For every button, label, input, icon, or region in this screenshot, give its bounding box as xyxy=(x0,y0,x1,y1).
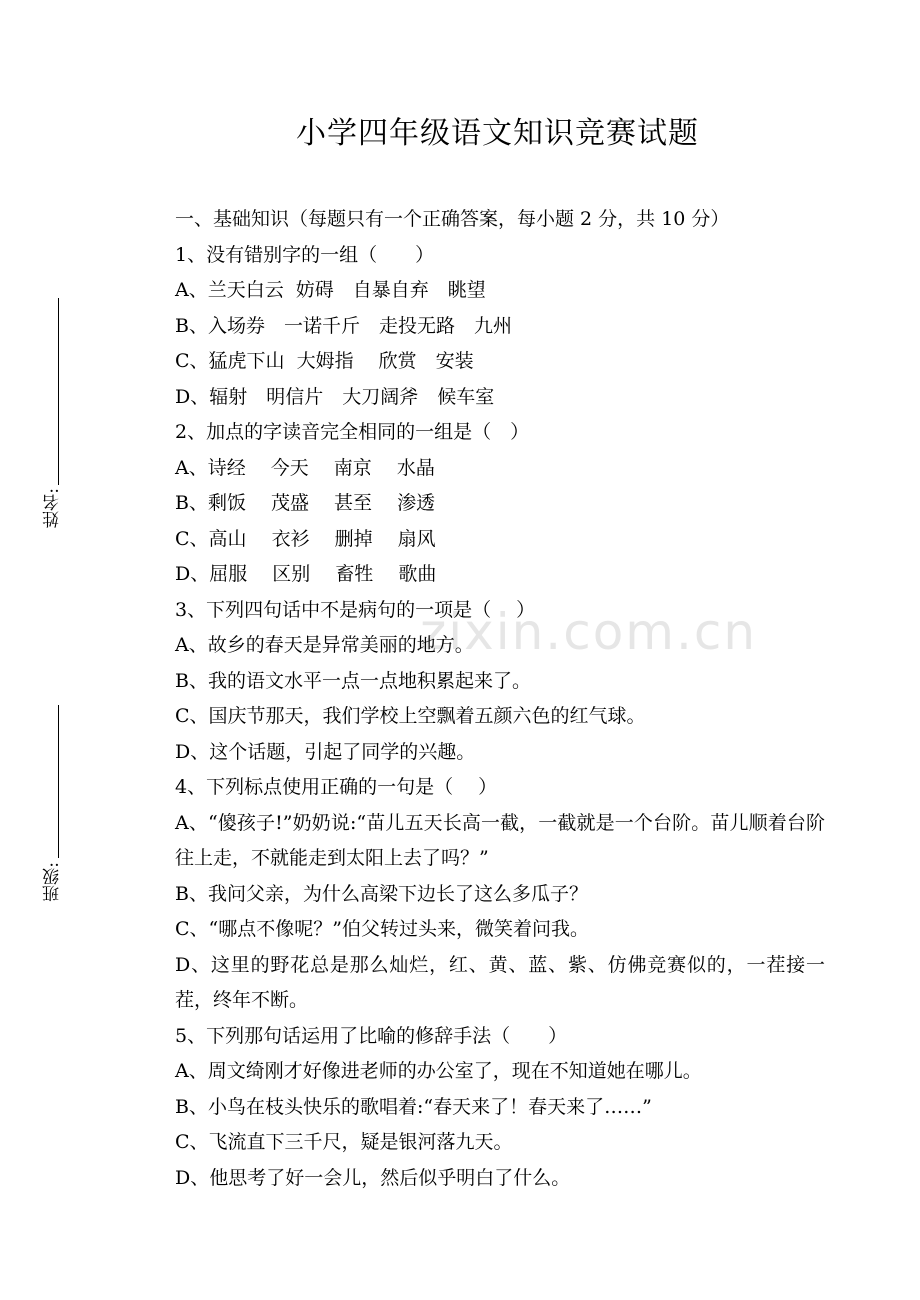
page-title: 小学四年级语文知识竞赛试题 xyxy=(296,116,699,151)
question-3-option-c: C、国庆节那天，我们学校上空飘着五颜六色的红气球。 xyxy=(175,705,646,727)
section-heading: 一、基础知识（每题只有一个正确答案，每小题 2 分，共 10 分） xyxy=(175,208,730,230)
question-5-option-a: A、周文绮刚才好像进老师的办公室了，现在不知道她在哪儿。 xyxy=(175,1060,702,1082)
question-3-option-b: B、我的语文水平一点一点地积累起来了。 xyxy=(175,669,531,692)
question-3-option-d: D、这个话题，引起了同学的兴趣。 xyxy=(175,740,476,763)
question-2-option-a: A、诗经 今天 南京 水晶 xyxy=(175,456,435,479)
question-1-option-c: C、猛虎下山 大姆指 欣赏 安装 xyxy=(175,350,474,372)
question-2-option-b: B、剩饭 茂盛 甚至 渗透 xyxy=(175,492,436,514)
question-3-stem: 3、下列四句话中不是病句的一项是（ ） xyxy=(175,598,536,621)
question-1-stem: 1、没有错别字的一组（ ） xyxy=(175,243,435,266)
question-2-option-d: D、屈服 区别 畜牲 歌曲 xyxy=(175,563,437,585)
question-1-option-a: A、兰天白云 妨碍 自暴自弃 眺望 xyxy=(175,279,486,301)
question-5-option-c: C、飞流直下三千尺，疑是银河落九天。 xyxy=(175,1131,513,1153)
question-4-option-a: A、“傻孩子!”奶奶说:“苗儿五天长高一截，一截就是一个台阶。苗儿顺着台阶往上走，不就能走到太阳上去了吗？” xyxy=(175,811,825,869)
question-4-option-c: C、“哪点不像呢？”伯父转过头来，微笑着问我。 xyxy=(175,918,589,940)
class-label: 班级: xyxy=(43,862,63,902)
name-blank-line xyxy=(58,298,59,485)
question-5-option-b: B、小鸟在枝头快乐的歌唱着:“春天来了！春天来了……” xyxy=(175,1095,652,1118)
question-2-option-c: C、高山 衣衫 删掉 扇风 xyxy=(175,527,436,550)
question-4-stem: 4、下列标点使用正确的一句是（ ） xyxy=(175,776,498,798)
name-label: 姓名: xyxy=(43,488,63,528)
question-3-option-a: A、故乡的春天是异常美丽的地方。 xyxy=(175,634,474,656)
class-blank-line xyxy=(58,705,59,858)
question-1-option-b: B、入场券 一诺千斤 走投无路 九州 xyxy=(175,314,512,337)
question-4-option-b: B、我问父亲，为什么高梁下边长了这么多瓜子？ xyxy=(175,882,588,905)
question-5-option-d: D、他思考了好一会儿，然后似乎明白了什么。 xyxy=(175,1166,571,1189)
watermark: zixin.com.cn xyxy=(420,603,758,661)
question-2-stem: 2、加点的字读音完全相同的一组是（ ） xyxy=(175,421,530,443)
question-5-stem: 5、下列那句话运用了比喻的修辞手法（ ） xyxy=(175,1024,568,1047)
question-1-option-d: D、辐射 明信片 大刀阔斧 候车室 xyxy=(175,385,495,408)
question-4-option-d: D、这里的野花总是那么灿烂，红、黄、蓝、紫、仿佛竞赛似的，一茬接一茬，终年不断。 xyxy=(175,953,825,1011)
exam-body xyxy=(175,202,825,1196)
